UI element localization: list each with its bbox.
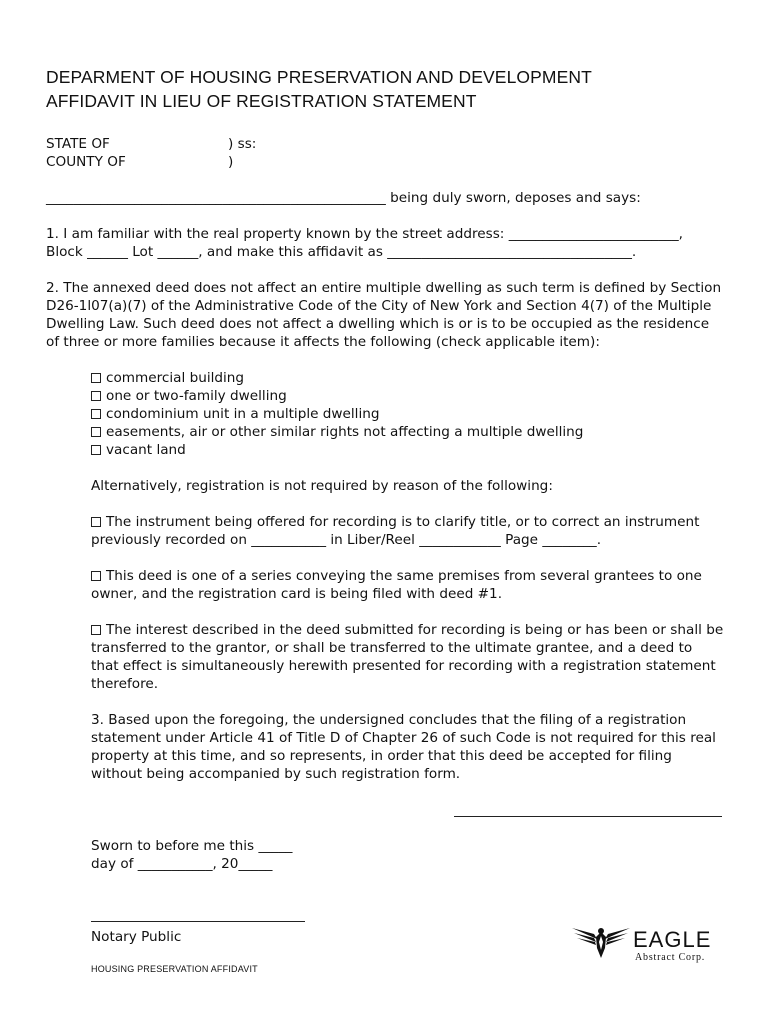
logo-tagline: Abstract Corp. (635, 952, 706, 963)
sworn-line1: Sworn to before me this _____ (91, 838, 293, 854)
checklist-item[interactable] (91, 369, 244, 387)
checklist-item-label: one or two-family dwelling (106, 388, 287, 404)
alt3-line3: that effect is simultaneously herewith presented for recording with a registration statement (91, 658, 716, 674)
alternative-intro: Alternatively, registration is not required by reason of the following: (91, 478, 553, 494)
checklist-item-label: commercial building (106, 370, 245, 386)
page-title: DEPARMENT OF HOUSING PRESERVATION AND DEVELOPMENT (46, 67, 592, 87)
checkbox-icon[interactable] (91, 391, 101, 401)
alt1-line2: previously recorded on ___________ in Liber/Reel ____________ Page ________. (91, 532, 602, 548)
checklist-item[interactable] (91, 387, 287, 405)
county-label: COUNTY OF (46, 154, 126, 170)
alt2-line1: This deed is one of a series conveying the same premises from several grantees to one (106, 568, 702, 584)
deponent-line: __________________________________________________ being duly sworn, deposes and says: (46, 190, 641, 206)
notary-signature-line[interactable] (91, 921, 305, 922)
alt-option-2[interactable] (91, 567, 702, 585)
alt-option-1[interactable] (91, 513, 699, 531)
state-ss: ) ss: (228, 136, 257, 152)
checklist-item-label: condominium unit in a multiple dwelling (106, 406, 380, 422)
checklist-item[interactable] (91, 441, 186, 459)
eagle-logo-icon (570, 924, 632, 960)
para3-line3: property at this time, and so represents, in order that this deed be accepted for filing (91, 748, 672, 764)
checkbox-icon[interactable] (91, 427, 101, 437)
para3-line2: statement under Article 41 of Title D of Chapter 26 of such Code is not required for this real (91, 730, 716, 746)
alt1-line1: The instrument being offered for recording is to clarify title, or to correct an instrument (106, 514, 700, 530)
para1-line1: 1. I am familiar with the real property known by the street address: _________________________, (46, 226, 683, 242)
checkbox-icon[interactable] (91, 445, 101, 455)
checklist-item-label: vacant land (106, 442, 186, 458)
state-label: STATE OF (46, 136, 110, 152)
para3-line1: 3. Based upon the foregoing, the undersigned concludes that the filing of a registration (91, 712, 687, 728)
alt-option-3[interactable] (91, 621, 723, 639)
para3-line4: without being accompanied by such registration form. (91, 766, 461, 782)
notary-label: Notary Public (91, 929, 182, 945)
checkbox-icon[interactable] (91, 373, 101, 383)
para2-line1: 2. The annexed deed does not affect an entire multiple dwelling as such term is defined by Section (46, 280, 722, 296)
para1-line2: Block ______ Lot ______, and make this affidavit as ____________________________________. (46, 244, 637, 260)
checkbox-icon[interactable] (91, 625, 101, 635)
alt2-line2: owner, and the registration card is being filed with deed #1. (91, 586, 503, 602)
checklist-item[interactable] (91, 423, 583, 441)
logo-wordmark: EAGLE (633, 927, 712, 952)
county-paren: ) (228, 154, 234, 170)
alt3-line2: transferred to the grantor, or shall be transferred to the ultimate grantee, and a deed to (91, 640, 693, 656)
checklist-item[interactable] (91, 405, 379, 423)
checkbox-icon[interactable] (91, 517, 101, 527)
deponent-signature-line[interactable] (454, 816, 722, 817)
alt3-line1: The interest described in the deed submitted for recording is being or has been or shall be (106, 622, 724, 638)
para2-line3: Dwelling Law. Such deed does not affect a dwelling which is or is to be occupied as the residence (46, 316, 710, 332)
sworn-line2: day of ___________, 20_____ (91, 856, 273, 872)
para2-line2: D26-1l07(a)(7) of the Administrative Code of the City of New York and Section 4(7) of the Multiple (46, 298, 712, 314)
alt3-line4: therefore. (91, 676, 159, 692)
checkbox-icon[interactable] (91, 409, 101, 419)
para2-line4: of three or more families because it affects the following (check applicable item): (46, 334, 600, 350)
checklist-item-label: easements, air or other similar rights not affecting a multiple dwelling (106, 424, 584, 440)
checkbox-icon[interactable] (91, 571, 101, 581)
page-subtitle: AFFIDAVIT IN LIEU OF REGISTRATION STATEMENT (46, 91, 477, 111)
footer-label: HOUSING PRESERVATION AFFIDAVIT (91, 964, 258, 974)
